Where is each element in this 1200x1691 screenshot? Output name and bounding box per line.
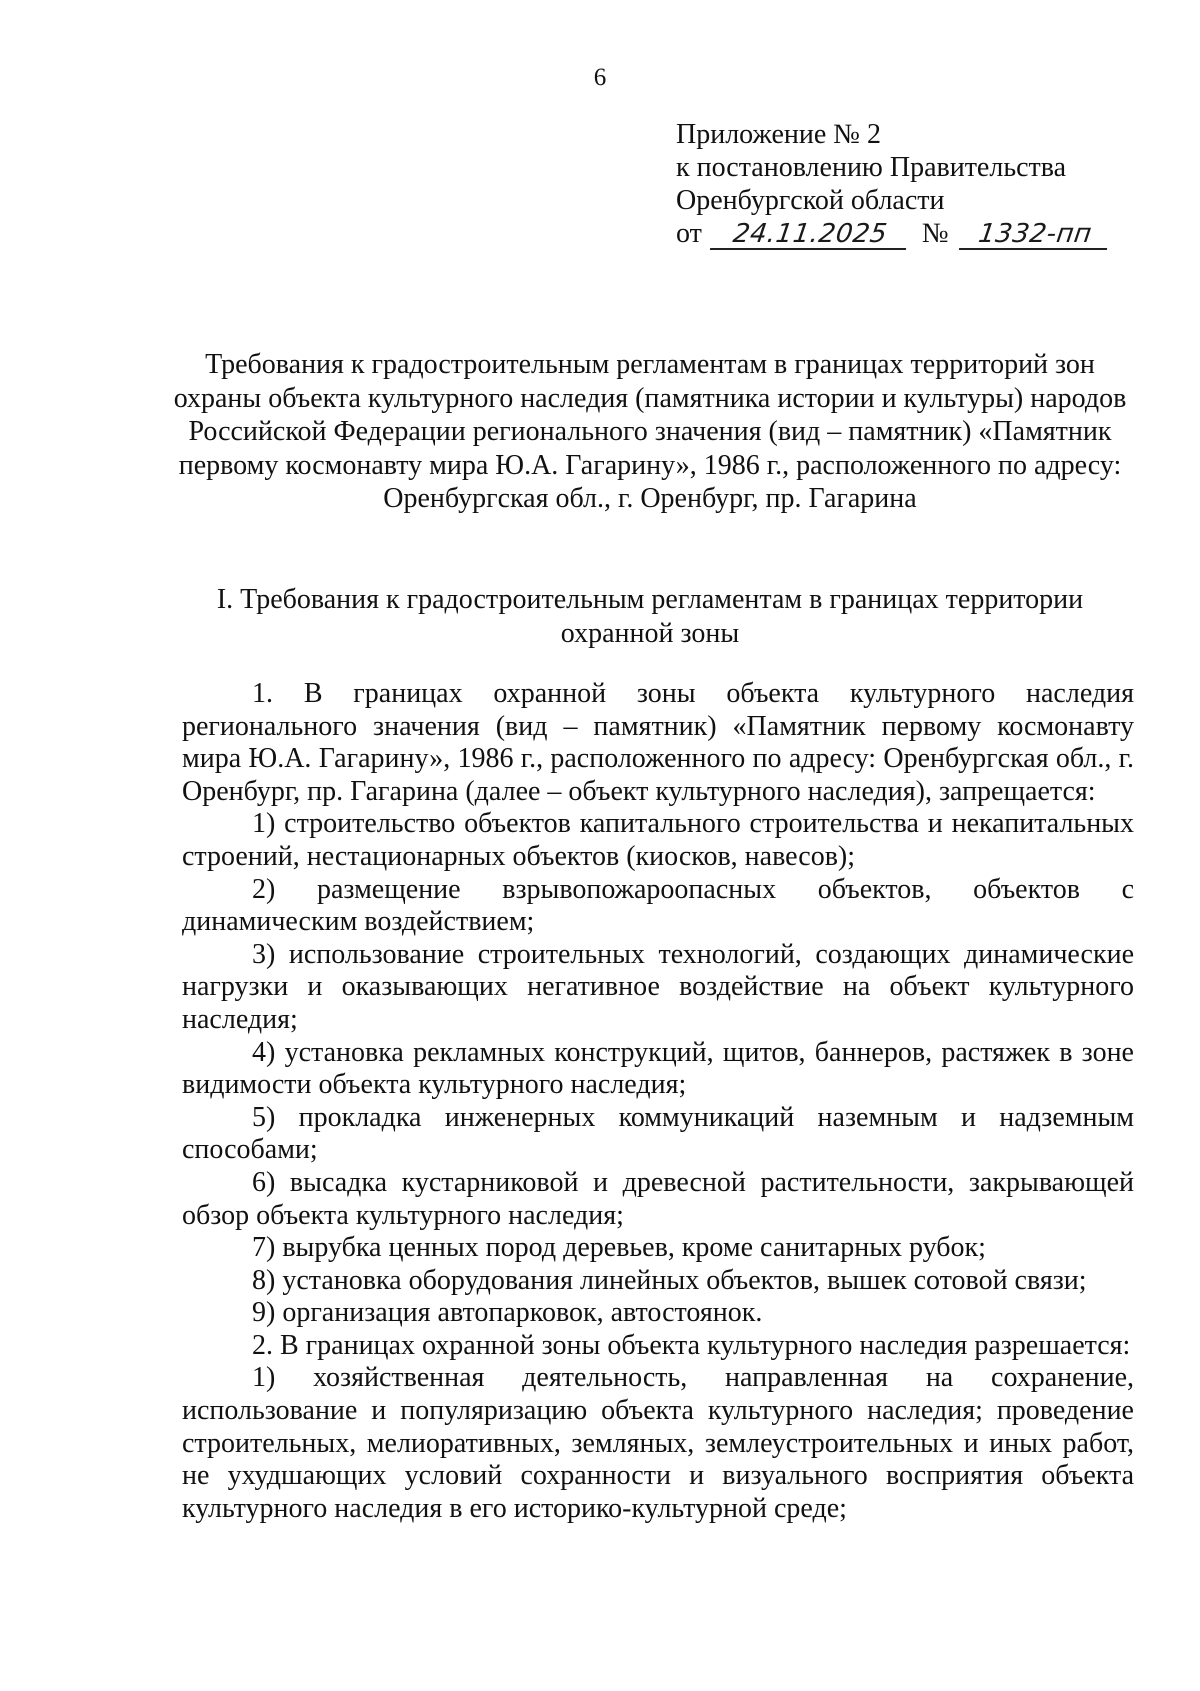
appendix-line-2: к постановлению Правительства [676, 152, 1067, 183]
paragraph-1: 1. В границах охранной зоны объекта культурного наследия регионального значения (вид – памятник) «Памятник первому космонавту мира Ю.А. Гагарину», 1986 г., расположенного по адресу: Оренбургская обл., г. Оренбург, пр. Гагарина (далее – объект культурного наследия), запрещается: [182, 678, 1134, 807]
page-number: 6 [593, 64, 607, 91]
from-label: от [676, 218, 702, 249]
appendix-date-number-line [676, 217, 1109, 250]
list-item-2: 2) размещение взрывопожароопасных объектов, объектов с динамическим воздействием; [182, 873, 1134, 938]
document-title: Требования к градостроительным регламентам в границах территорий зон охраны объекта культурного наследия (памятника истории и культуры) народов Российской Федерации регионального значения (вид – памятник) «Памятник первому космонавту мира Ю.А. Гагарину», 1986 г., расположенного по адресу: Оренбургская обл., г. Оренбург, пр. Гагарина [173, 349, 1127, 514]
appendix-block [676, 118, 1109, 250]
section-heading: I. Требования к градостроительным регламентам в границах территории охранной зоны [216, 584, 1084, 649]
appendix-line-3: Оренбургской области [676, 185, 945, 216]
list-item-5: 5) прокладка инженерных коммуникаций наземным и надземным способами; [182, 1101, 1134, 1166]
number-label: № [921, 218, 949, 249]
list-item-9: 9) организация автопарковок, автостоянок. [252, 1297, 763, 1329]
list-item-8: 8) установка оборудования линейных объектов, вышек сотовой связи; [252, 1264, 1087, 1296]
list-item-2-1: 1) хозяйственная деятельность, направленная на сохранение, использование и популяризацию объекта культурного наследия; проведение строительных, мелиоративных, земляных, землеустроительных и иных работ, не ухудшающих условий сохранности и визуального восприятия объекта культурного наследия в его историко-культурной среде; [182, 1362, 1134, 1524]
document-body [182, 678, 1134, 1525]
list-item-3: 3) использование строительных технологий, создающих динамические нагрузки и оказывающих негативное воздействие на объект культурного наследия; [182, 938, 1134, 1035]
appendix-line-1: Приложение № 2 [676, 119, 881, 150]
handwritten-number: 1332-пп [958, 220, 1110, 250]
list-item-7: 7) вырубка ценных пород деревьев, кроме санитарных рубок; [252, 1232, 986, 1264]
paragraph-2: 2. В границах охранной зоны объекта культурного наследия разрешается: [252, 1329, 1131, 1361]
handwritten-date: 24.11.2025 [710, 220, 910, 250]
list-item-4: 4) установка рекламных конструкций, щитов, баннеров, растяжек в зоне видимости объекта культурного наследия; [182, 1036, 1134, 1101]
list-item-1: 1) строительство объектов капитального строительства и некапитальных строений, нестационарных объектов (киосков, навесов); [182, 808, 1134, 872]
list-item-6: 6) высадка кустарниковой и древесной растительности, закрывающей обзор объекта культурного наследия; [182, 1166, 1134, 1231]
